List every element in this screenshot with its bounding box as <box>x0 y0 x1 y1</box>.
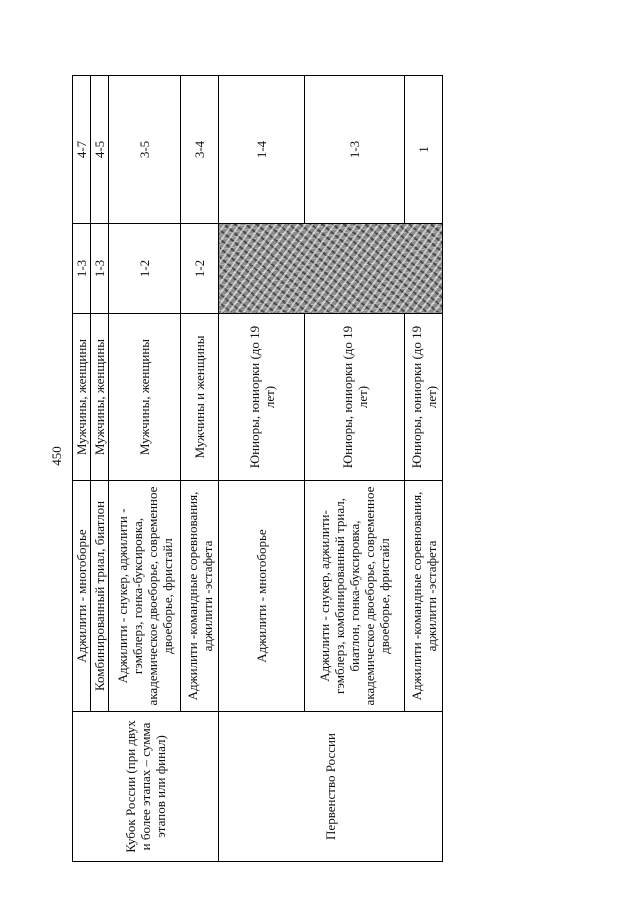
sports-ranking-table <box>72 75 443 862</box>
page-number: 450 <box>49 446 64 466</box>
discipline-cell: Аджилити - снукер, аджилити-гэмблерз, комбинированный триал, биатлон, гонка-буксировка, академическое двоеборье, современное двоеборье, фристайл <box>305 481 405 712</box>
discipline-cell: Аджилити - многоборье <box>219 481 305 712</box>
places-a-cell: 1-2 <box>181 224 219 314</box>
table-row <box>73 76 91 862</box>
group-cell: Юниоры, юниорки (до 19 лет) <box>405 314 443 481</box>
rotated-table-area <box>49 76 439 862</box>
discipline-cell: Аджилити - снукер, аджилити - гэмблерз, гонка-буксировка, академическое двоеборье, современное двоеборье, фристайл <box>109 481 181 712</box>
group-cell: Мужчины, женщины <box>91 314 109 481</box>
places-b-cell: 3-5 <box>109 76 181 224</box>
group-cell: Мужчины, женщины <box>73 314 91 481</box>
discipline-cell: Комбинированный триал, биатлон <box>91 481 109 712</box>
places-a-cell: 1-3 <box>73 224 91 314</box>
group-cell: Мужчины и женщины <box>181 314 219 481</box>
places-a-cell: 1-3 <box>91 224 109 314</box>
places-b-cell: 1 <box>405 76 443 224</box>
event-cell: Кубок России (при двух и более этапах – сумма этапов или финал) <box>73 712 219 862</box>
places-b-cell: 4-7 <box>73 76 91 224</box>
places-b-cell: 1-4 <box>219 76 305 224</box>
table-row <box>219 76 305 862</box>
discipline-cell: Аджилити - многоборье <box>73 481 91 712</box>
group-cell: Мужчины, женщины <box>109 314 181 481</box>
shaded-blank-cell <box>219 224 443 314</box>
event-cell: Первенство России <box>219 712 443 862</box>
discipline-cell: Аджилити -командные соревнования, аджилити -эстафета <box>405 481 443 712</box>
places-b-cell: 3-4 <box>181 76 219 224</box>
group-cell: Юниоры, юниорки (до 19 лет) <box>305 314 405 481</box>
discipline-cell: Аджилити -командные соревнования, аджилити -эстафета <box>181 481 219 712</box>
places-a-cell: 1-2 <box>109 224 181 314</box>
places-b-cell: 4-5 <box>91 76 109 224</box>
group-cell: Юниоры, юниорки (до 19 лет) <box>219 314 305 481</box>
places-b-cell: 1-3 <box>305 76 405 224</box>
